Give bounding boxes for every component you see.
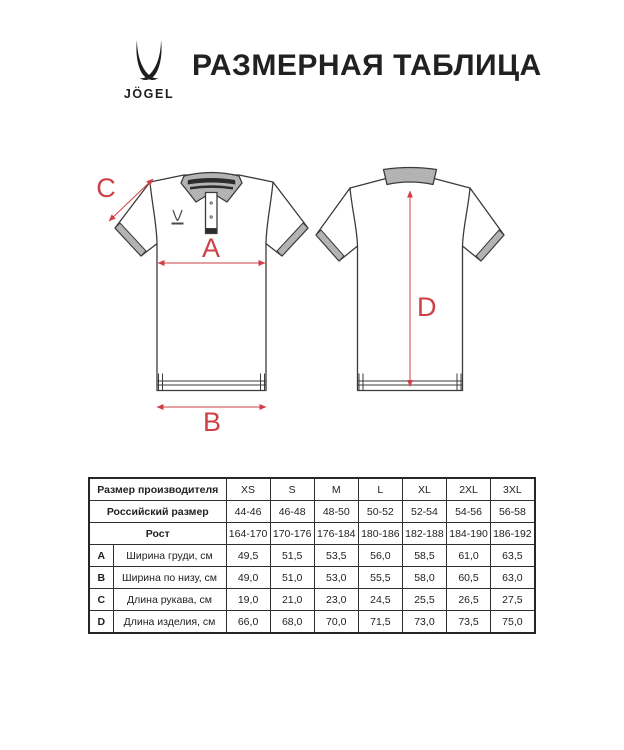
table-measure-row <box>89 611 535 634</box>
size-table <box>88 477 536 634</box>
table-measure-row <box>89 545 535 567</box>
table-cell: 184-190 <box>446 523 490 545</box>
table-cell: 50-52 <box>358 501 402 523</box>
table-cell: 21,0 <box>270 589 314 611</box>
table-cell: 180-186 <box>358 523 402 545</box>
table-cell: C <box>89 589 113 611</box>
table-measure-row <box>89 589 535 611</box>
table-measure-row <box>89 567 535 589</box>
table-cell: Ширина по низу, см <box>113 567 226 589</box>
table-cell: 66,0 <box>226 611 270 634</box>
table-cell: 51,5 <box>270 545 314 567</box>
table-cell: 49,0 <box>226 567 270 589</box>
table-cell: 49,5 <box>226 545 270 567</box>
table-cell: 23,0 <box>314 589 358 611</box>
table-cell: 19,0 <box>226 589 270 611</box>
table-cell: Длина изделия, см <box>113 611 226 634</box>
table-cell: 58,0 <box>402 567 446 589</box>
table-cell: 176-184 <box>314 523 358 545</box>
table-cell: 54-56 <box>446 501 490 523</box>
size-table-container <box>88 477 536 634</box>
table-cell: 56,0 <box>358 545 402 567</box>
table-cell: L <box>358 478 402 501</box>
table-cell: 75,0 <box>491 611 535 634</box>
table-cell: 26,5 <box>446 589 490 611</box>
polo-front-diagram <box>115 173 308 391</box>
table-cell: Ширина груди, см <box>113 545 226 567</box>
placket-button-bottom <box>210 216 213 219</box>
table-cell: D <box>89 611 113 634</box>
table-header-row <box>89 523 535 545</box>
dim-label-C: C <box>96 173 116 203</box>
front-placket <box>206 193 218 234</box>
table-cell: 164-170 <box>226 523 270 545</box>
table-cell: 71,5 <box>358 611 402 634</box>
dim-label-B: B <box>202 407 222 437</box>
table-cell: 55,5 <box>358 567 402 589</box>
table-cell: Российский размер <box>89 501 226 523</box>
table-cell: 52-54 <box>402 501 446 523</box>
table-cell: S <box>270 478 314 501</box>
table-cell: 70,0 <box>314 611 358 634</box>
back-collar-band <box>384 168 437 185</box>
table-cell: B <box>89 567 113 589</box>
logo-horn-right <box>139 40 162 80</box>
table-cell: 25,5 <box>402 589 446 611</box>
table-header-row <box>89 501 535 523</box>
table-cell: 3XL <box>491 478 535 501</box>
table-cell: 186-192 <box>491 523 535 545</box>
table-cell: XL <box>402 478 446 501</box>
table-cell: 51,0 <box>270 567 314 589</box>
logo-horn-left <box>136 40 159 80</box>
table-cell: 63,0 <box>491 567 535 589</box>
table-cell: XS <box>226 478 270 501</box>
size-table-body <box>89 478 535 633</box>
table-cell: 56-58 <box>491 501 535 523</box>
table-cell: 182-188 <box>402 523 446 545</box>
table-cell: 61,0 <box>446 545 490 567</box>
table-cell: 60,5 <box>446 567 490 589</box>
table-header-row <box>89 478 535 501</box>
shirt-diagram <box>0 150 624 455</box>
page-title: РАЗМЕРНАЯ ТАБЛИЦА <box>192 49 542 82</box>
table-cell: Длина рукава, см <box>113 589 226 611</box>
placket-button-top <box>210 202 213 205</box>
table-cell: 48-50 <box>314 501 358 523</box>
table-cell: 63,5 <box>491 545 535 567</box>
table-cell: Рост <box>89 523 226 545</box>
jogel-logo-wordmark: JÖGEL <box>123 87 175 101</box>
table-cell: 53,5 <box>314 545 358 567</box>
table-cell: 53,0 <box>314 567 358 589</box>
table-cell: 73,5 <box>446 611 490 634</box>
dim-label-A: A <box>201 233 221 263</box>
table-cell: 44-46 <box>226 501 270 523</box>
jogel-logo-icon <box>132 40 166 84</box>
table-cell: 46-48 <box>270 501 314 523</box>
table-cell: 58,5 <box>402 545 446 567</box>
table-cell: A <box>89 545 113 567</box>
table-cell: 24,5 <box>358 589 402 611</box>
table-cell: 68,0 <box>270 611 314 634</box>
table-cell: M <box>314 478 358 501</box>
table-cell: 2XL <box>446 478 490 501</box>
table-cell: 170-176 <box>270 523 314 545</box>
dim-label-D: D <box>417 292 437 322</box>
table-cell: 73,0 <box>402 611 446 634</box>
table-cell: Размер производителя <box>89 478 226 501</box>
table-cell: 27,5 <box>491 589 535 611</box>
